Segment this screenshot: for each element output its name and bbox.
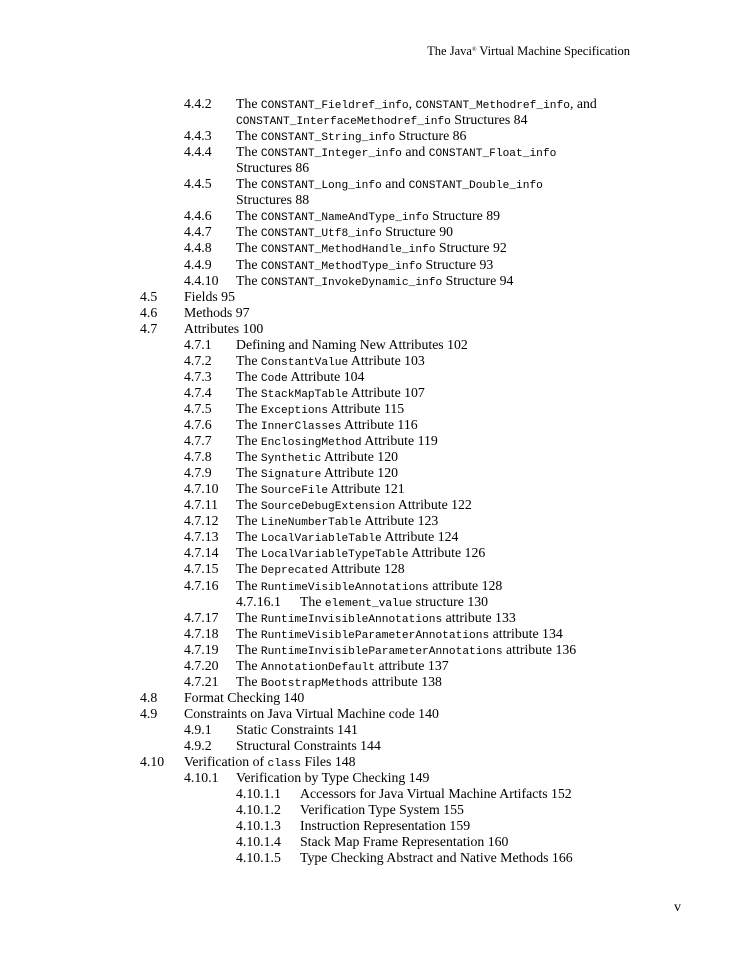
entry-text: Structure 93 — [422, 256, 494, 272]
code-term: Synthetic — [260, 453, 322, 466]
toc-entry-continuation[interactable] — [236, 160, 309, 176]
entry-text: Structures 88 — [236, 192, 310, 208]
code-term: CONSTANT_Fieldref_info — [260, 100, 409, 112]
entry-text: The — [236, 657, 261, 673]
section-number: 4.4.4 — [184, 144, 212, 160]
code-term: CONSTANT_InterfaceMethodref_info — [236, 116, 451, 129]
section-number: 4.7.9 — [184, 465, 212, 481]
section-number: 4.7.12 — [184, 513, 219, 529]
entry-text: Methods 97 — [184, 304, 250, 320]
code-term: class — [267, 758, 302, 771]
section-title — [236, 770, 429, 786]
section-number: 4.7.1 — [184, 336, 212, 352]
code-term: SourceDebugExtension — [260, 501, 396, 514]
entry-text: The — [236, 400, 261, 416]
entry-text: attribute 136 — [502, 641, 577, 657]
section-number: 4.10.1.2 — [236, 802, 281, 818]
section-number: 4.7.21 — [184, 673, 219, 689]
entry-text: The — [236, 433, 261, 449]
entry-text: The — [236, 449, 261, 465]
entry-text: The — [236, 625, 261, 641]
section-title — [300, 850, 573, 866]
section-title — [300, 834, 508, 850]
code-term: CONSTANT_String_info — [260, 132, 396, 145]
entry-text: Attribute 123 — [361, 513, 439, 529]
code-term: CONSTANT_MethodType_info — [260, 260, 423, 273]
code-term: CONSTANT_Float_info — [428, 148, 557, 161]
section-number: 4.9.2 — [184, 738, 212, 753]
code-term: CONSTANT_NameAndType_info — [260, 212, 429, 225]
entry-text: Structure 90 — [381, 224, 454, 240]
entry-text: The — [236, 208, 261, 224]
entry-text: The — [236, 529, 261, 545]
section-title — [184, 305, 250, 321]
entry-text: and — [401, 144, 429, 160]
code-term: ConstantValue — [260, 356, 349, 369]
entry-text: Stack Map Frame Representation 160 — [300, 834, 509, 850]
entry-text: The — [236, 513, 261, 529]
entry-text: The — [236, 641, 261, 657]
section-title — [184, 289, 235, 305]
entry-text: The — [236, 272, 261, 288]
code-term: AnnotationDefault — [260, 661, 376, 674]
header-title-prefix: The Java — [427, 44, 472, 58]
code-term: SourceFile — [260, 485, 329, 498]
entry-text: The — [236, 352, 261, 368]
section-title — [300, 802, 464, 818]
entry-text: Attribute 115 — [328, 400, 405, 416]
entry-text: Attribute 104 — [287, 368, 365, 384]
code-term: Code — [260, 372, 288, 385]
code-term: InnerClasses — [260, 421, 342, 433]
entry-text: Attribute 126 — [408, 545, 486, 561]
section-number: 4.7.20 — [184, 657, 219, 673]
entry-text: The — [236, 256, 261, 272]
section-number: 4.7.18 — [184, 625, 219, 641]
code-term: CONSTANT_MethodHandle_info — [260, 244, 436, 257]
code-term: RuntimeVisibleAnnotations — [260, 581, 429, 594]
code-term: LocalVariableTable — [260, 533, 382, 546]
section-number: 4.10.1.1 — [236, 786, 281, 802]
entry-text: The — [236, 673, 261, 689]
entry-text: The — [236, 497, 261, 513]
code-term: LocalVariableTypeTable — [260, 549, 409, 562]
section-number: 4.4.10 — [184, 272, 219, 288]
section-number: 4.7.6 — [184, 417, 212, 432]
entry-text: Attribute 120 — [321, 465, 398, 481]
entry-text: The — [236, 96, 261, 111]
section-number: 4.9 — [140, 705, 158, 721]
code-term: Exceptions — [260, 404, 329, 417]
entry-text: Structures 86 — [236, 160, 310, 176]
entry-text: Fields 95 — [184, 288, 235, 304]
code-term: CONSTANT_InvokeDynamic_info — [260, 276, 443, 289]
entry-text: Structure 89 — [428, 208, 501, 224]
header-title-suffix: Virtual Machine Specification — [476, 44, 630, 58]
section-number: 4.7.16.1 — [236, 593, 281, 609]
section-number: 4.7.5 — [184, 400, 212, 416]
page-number: v — [674, 900, 681, 915]
section-number: 4.7.7 — [184, 433, 212, 449]
entry-text: attribute 137 — [375, 657, 449, 673]
section-number: 4.7.11 — [184, 497, 218, 513]
section-number: 4.4.7 — [184, 224, 212, 240]
code-term: RuntimeInvisibleParameterAnnotations — [260, 645, 503, 658]
section-number: 4.10.1 — [184, 770, 219, 786]
entry-text: Files 148 — [301, 754, 356, 770]
section-title — [236, 722, 358, 738]
section-number: 4.7 — [140, 320, 158, 336]
entry-text: Attribute 128 — [328, 561, 405, 577]
entry-text: Attributes 100 — [184, 320, 264, 336]
code-term: CONSTANT_Long_info — [260, 180, 382, 193]
entry-text: Attribute 103 — [348, 352, 425, 368]
section-number: 4.4.9 — [184, 256, 212, 272]
code-term: StackMapTable — [260, 388, 349, 401]
code-term: BootstrapMethods — [260, 677, 369, 690]
entry-text: Format Checking 140 — [184, 689, 305, 705]
section-number: 4.7.13 — [184, 529, 219, 545]
registered-mark: ® — [471, 47, 477, 53]
toc-entry-continuation[interactable] — [236, 192, 309, 208]
entry-text: The — [236, 545, 261, 561]
entry-text: Type Checking Abstract and Native Methods 166 — [300, 850, 573, 866]
code-term: CONSTANT_Integer_info — [260, 148, 402, 161]
entry-text: The — [236, 144, 261, 160]
section-number: 4.7.10 — [184, 481, 219, 497]
section-number: 4.4.6 — [184, 208, 212, 224]
entry-text: Attribute 116 — [341, 417, 418, 432]
section-title — [184, 706, 439, 722]
code-term: Deprecated — [260, 565, 329, 578]
entry-text: Constraints on Java Virtual Machine code 140 — [184, 705, 439, 721]
entry-text: Structure 86 — [395, 128, 467, 144]
section-title — [300, 818, 470, 834]
section-title — [184, 690, 304, 706]
entry-text: The — [236, 465, 261, 481]
entry-text: Structure 94 — [442, 272, 514, 288]
section-number: 4.9.1 — [184, 721, 212, 737]
entry-text: The — [300, 593, 325, 609]
entry-text: Attribute 120 — [321, 449, 398, 465]
entry-text: The — [236, 577, 261, 593]
section-number: 4.7.4 — [184, 384, 212, 400]
entry-text: , and — [569, 96, 597, 111]
entry-text: The — [236, 128, 261, 144]
section-number: 4.4.5 — [184, 176, 212, 192]
section-title — [236, 337, 468, 353]
section-number: 4.10.1.3 — [236, 818, 281, 834]
code-term: EnclosingMethod — [260, 437, 362, 450]
entry-text: attribute 133 — [442, 609, 516, 625]
entry-text: attribute 134 — [489, 625, 563, 641]
entry-text: Structural Constraints 144 — [236, 738, 381, 753]
entry-text: Accessors for Java Virtual Machine Artifacts 152 — [300, 786, 572, 802]
code-term: RuntimeInvisibleAnnotations — [260, 613, 443, 626]
section-number: 4.7.2 — [184, 352, 212, 368]
code-term: LineNumberTable — [260, 517, 362, 530]
code-term: RuntimeVisibleParameterAnnotations — [260, 629, 490, 642]
code-term: Signature — [260, 469, 322, 482]
entry-text: The — [236, 368, 261, 384]
section-number: 4.4.3 — [184, 128, 212, 144]
entry-text: The — [236, 240, 261, 256]
code-term: CONSTANT_Utf8_info — [260, 228, 382, 241]
section-number: 4.7.14 — [184, 545, 219, 561]
entry-text: Structures 84 — [450, 112, 528, 128]
entry-text: and — [381, 176, 409, 192]
code-term: CONSTANT_Double_info — [408, 180, 543, 193]
section-title — [300, 786, 572, 802]
entry-text: Verification by Type Checking 149 — [236, 770, 430, 786]
section-number: 4.10.1.5 — [236, 850, 281, 866]
entry-text: attribute 128 — [428, 577, 503, 593]
entry-text: , — [408, 96, 416, 111]
entry-text: The — [236, 176, 261, 192]
entry-text: Verification of — [184, 754, 268, 770]
section-number: 4.7.17 — [184, 609, 219, 625]
section-title — [236, 273, 513, 291]
entry-text: Attribute 124 — [381, 529, 459, 545]
entry-text: The — [236, 417, 261, 432]
code-term: element_value — [324, 597, 413, 610]
entry-text: Attribute 121 — [328, 481, 405, 497]
entry-text: attribute 138 — [368, 673, 442, 689]
entry-text: structure 130 — [412, 593, 489, 609]
code-term: CONSTANT_Methodref_info — [415, 100, 570, 112]
entry-text: The — [236, 609, 261, 625]
section-number: 4.4.2 — [184, 96, 212, 111]
entry-text: Instruction Representation 159 — [300, 818, 471, 834]
section-number: 4.7.8 — [184, 449, 212, 465]
section-number: 4.8 — [140, 689, 158, 705]
entry-text: Static Constraints 141 — [236, 721, 358, 737]
entry-text: Defining and Naming New Attributes 102 — [236, 336, 468, 352]
entry-text: The — [236, 481, 261, 497]
section-number: 4.5 — [140, 288, 158, 304]
entry-text: Structure 92 — [435, 240, 507, 256]
section-number: 4.4.8 — [184, 240, 212, 256]
entry-text: The — [236, 224, 261, 240]
section-number: 4.10.1.4 — [236, 834, 281, 850]
section-number: 4.7.19 — [184, 641, 219, 657]
entry-text: Attribute 122 — [395, 497, 472, 513]
section-number: 4.7.15 — [184, 561, 219, 577]
section-number: 4.10 — [140, 754, 165, 770]
section-number: 4.7.3 — [184, 368, 212, 384]
entry-text: Attribute 107 — [348, 384, 425, 400]
section-number: 4.6 — [140, 304, 158, 320]
section-title — [236, 738, 381, 754]
entry-text: The — [236, 384, 261, 400]
entry-text: Verification Type System 155 — [300, 802, 464, 818]
entry-text: Attribute 119 — [361, 433, 438, 449]
section-number: 4.7.16 — [184, 577, 219, 593]
section-title — [184, 321, 263, 337]
entry-text: The — [236, 561, 261, 577]
